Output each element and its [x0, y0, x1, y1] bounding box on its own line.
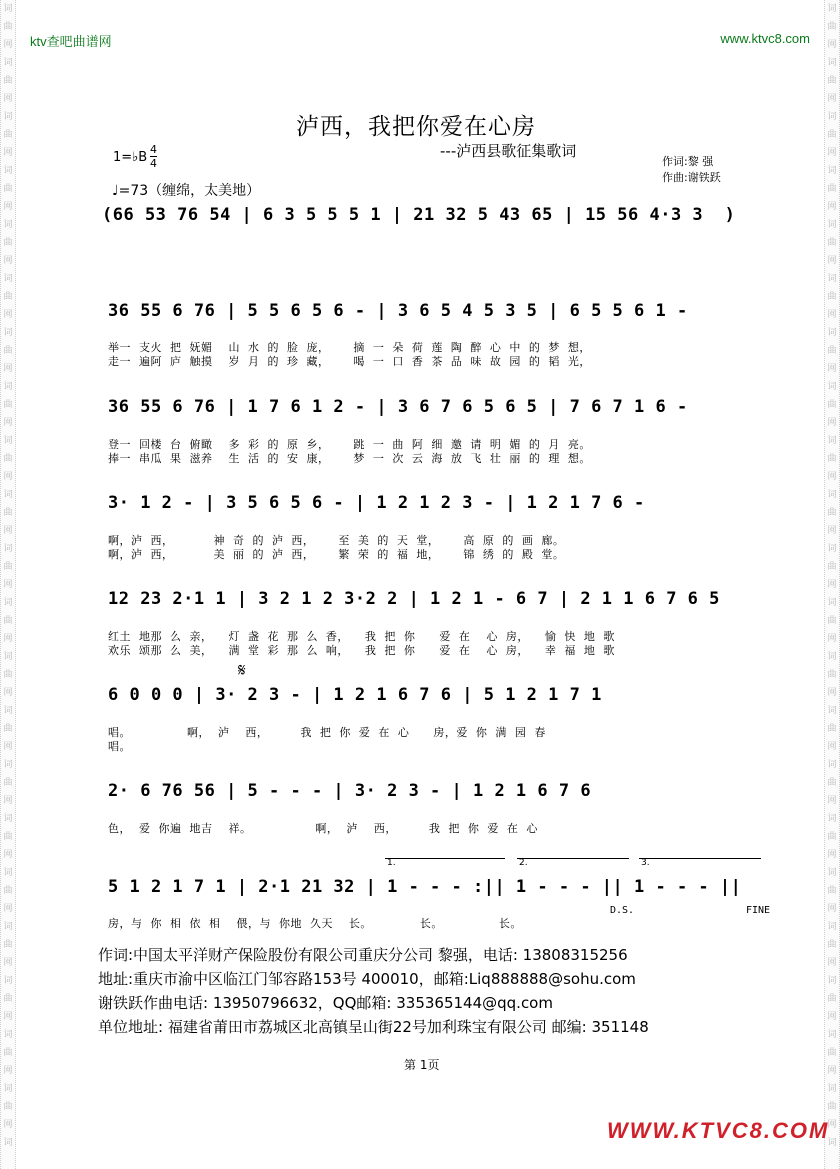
- watermark-char: 词: [827, 382, 837, 392]
- left-watermark-strip: [0, 0, 16, 1169]
- watermark-char: 词: [827, 274, 837, 284]
- watermark-char: 曲: [3, 940, 13, 950]
- watermark-char: 曲: [827, 562, 837, 572]
- score-row-5-lyrics-2: 欢乐 颂那 么 美， 满 堂 彩 那 么 响， 我 把 你 爱 在 心 房， 幸 福 地 歌: [108, 644, 615, 657]
- watermark-char: 词: [3, 814, 13, 824]
- ending-bracket-1: [385, 858, 505, 859]
- ds-mark: D.S.: [610, 905, 635, 916]
- watermark-char: 网: [3, 1066, 13, 1076]
- score-row-4-lyrics-1: 啊，泸 西， 神 奇 的 泸 西， 至 美 的 天 堂， 高 原 的 画 廊。: [108, 534, 565, 547]
- watermark-char: 曲: [3, 76, 13, 86]
- watermark-char: 词: [827, 328, 837, 338]
- score-row-3-notes: 36 55 6 76 | 1 7 6 1 2 - | 3 6 7 6 5 6 5 | 7 6 7 1 6 -: [108, 397, 688, 417]
- watermark-char: 词: [827, 652, 837, 662]
- watermark-char: 词: [3, 166, 13, 176]
- watermark-char: 网: [3, 202, 13, 212]
- watermark-char: 曲: [827, 184, 837, 194]
- score-row-6-notes: 6 0 0 0 | 3· 2 3 - | 1 2 1 6 7 6 | 5 1 2 1 7 1: [108, 685, 602, 705]
- watermark-char: 网: [3, 958, 13, 968]
- watermark-char: 词: [3, 868, 13, 878]
- watermark-char: 曲: [3, 238, 13, 248]
- ending-label-3: 3.: [641, 858, 650, 868]
- watermark-char: 曲: [827, 994, 837, 1004]
- key-signature: 1=♭B: [113, 150, 148, 165]
- watermark-char: 曲: [3, 1048, 13, 1058]
- contact-line-3: 谢铁跃作曲电话: 13950796632，QQ邮箱: 335365144@qq.com: [98, 994, 553, 1012]
- score-row-8-notes: 5 1 2 1 7 1 | 2·1 21 32 | 1 - - - :|| 1 - - - || 1 - - - ||: [108, 877, 742, 897]
- watermark-char: 网: [3, 256, 13, 266]
- watermark-char: 词: [3, 4, 13, 14]
- watermark-char: 曲: [3, 778, 13, 788]
- watermark-char: 网: [827, 688, 837, 698]
- ending-label-1: 1.: [387, 858, 396, 868]
- watermark-char: 曲: [827, 616, 837, 626]
- score-row-5-lyrics-1: 红土 地那 么 亲， 灯 盏 花 那 么 香， 我 把 你 爱 在 心 房， 愉 快 地 歌: [108, 630, 615, 643]
- watermark-char: 词: [827, 490, 837, 500]
- left-site-link[interactable]: ktv查吧曲谱网: [30, 34, 112, 49]
- watermark-char: 曲: [827, 130, 837, 140]
- watermark-char: 网: [3, 526, 13, 536]
- watermark-char: 曲: [3, 400, 13, 410]
- watermark-char: 曲: [827, 400, 837, 410]
- watermark-char: 曲: [3, 886, 13, 896]
- watermark-char: 曲: [827, 886, 837, 896]
- watermark-char: 网: [3, 148, 13, 158]
- watermark-char: 曲: [3, 346, 13, 356]
- right-site-link[interactable]: www.ktvc8.com: [720, 31, 810, 46]
- score-row-7-notes: 2· 6 76 56 | 5 - - - | 3· 2 3 - | 1 2 1 6 7 6: [108, 781, 592, 801]
- score-row-5-notes: 12 23 2·1 1 | 3 2 1 2 3·2 2 | 1 2 1 - 6 7 | 2 1 1 6 7 6 5: [108, 589, 720, 609]
- contact-line-1: 作词:中国太平洋财产保险股份有限公司重庆分公司 黎强，电话: 13808315256: [98, 946, 628, 964]
- watermark-char: 曲: [827, 292, 837, 302]
- watermark-char: 曲: [3, 616, 13, 626]
- score-row-6-lyrics-1: 唱。 啊， 泸 西， 我 把 你 爱 在 心 房，爱 你 满 园 春: [108, 726, 546, 739]
- watermark-char: 网: [827, 148, 837, 158]
- watermark-char: 曲: [3, 292, 13, 302]
- watermark-char: 词: [3, 1084, 13, 1094]
- watermark-char: 网: [827, 796, 837, 806]
- watermark-char: 网: [3, 850, 13, 860]
- watermark-char: 曲: [827, 778, 837, 788]
- watermark-char: 网: [3, 40, 13, 50]
- watermark-char: 词: [827, 4, 837, 14]
- page-number: 第 1页: [404, 1058, 440, 1072]
- watermark-char: 网: [827, 1066, 837, 1076]
- watermark-char: 网: [3, 472, 13, 482]
- watermark-char: 网: [3, 364, 13, 374]
- watermark-char: 曲: [827, 238, 837, 248]
- watermark-char: 词: [827, 220, 837, 230]
- watermark-char: 词: [827, 598, 837, 608]
- watermark-char: 网: [827, 202, 837, 212]
- watermark-char: 词: [827, 760, 837, 770]
- score-row-3-lyrics-2: 捧一 串瓜 果 滋养 生 活 的 安 康， 梦 一 次 云 海 放 飞 壮 丽 的 理 想。: [108, 452, 591, 465]
- watermark-char: 网: [827, 958, 837, 968]
- watermark-char: 曲: [827, 1102, 837, 1112]
- watermark-char: 词: [3, 652, 13, 662]
- fine-mark: FINE: [746, 905, 771, 916]
- watermark-char: 词: [3, 328, 13, 338]
- watermark-char: 网: [827, 1120, 837, 1130]
- watermark-char: 曲: [3, 670, 13, 680]
- watermark-char: 曲: [3, 184, 13, 194]
- watermark-char: 网: [3, 310, 13, 320]
- score-row-6-lyrics-2: 唱。: [108, 740, 131, 753]
- watermark-char: 曲: [3, 22, 13, 32]
- watermark-char: 曲: [827, 76, 837, 86]
- score-row-2-lyrics-1: 举一 支火 把 妩媚 山 水 的 脸 庞， 摘 一 朵 荷 莲 陶 醉 心 中 的 梦 想，: [108, 341, 591, 354]
- watermark-char: 曲: [3, 832, 13, 842]
- watermark-char: 网: [827, 742, 837, 752]
- score-row-4-notes: 3· 1 2 - | 3 5 6 5 6 - | 1 2 1 2 3 - | 1 2 1 7 6 -: [108, 493, 645, 513]
- score-row-4-lyrics-2: 啊，泸 西， 美 丽 的 泸 西， 繁 荣 的 福 地， 锦 绣 的 殿 堂。: [108, 548, 565, 561]
- watermark-char: 词: [3, 220, 13, 230]
- watermark-char: 网: [827, 364, 837, 374]
- score-row-2-notes: 36 55 6 76 | 5 5 6 5 6 - | 3 6 5 4 5 3 5 | 6 5 5 6 1 -: [108, 301, 688, 321]
- watermark-char: 曲: [827, 1048, 837, 1058]
- watermark-char: 网: [3, 904, 13, 914]
- watermark-char: 网: [3, 796, 13, 806]
- score-row-7-lyrics-1: 色， 爱 你遍 地吉 祥。 啊， 泸 西， 我 把 你 爱 在 心: [108, 822, 538, 835]
- watermark-char: 词: [3, 544, 13, 554]
- watermark-char: 网: [827, 418, 837, 428]
- watermark-char: 曲: [3, 454, 13, 464]
- song-subtitle: ---泸西县歌征集歌词: [440, 142, 577, 160]
- watermark-char: 词: [827, 1030, 837, 1040]
- watermark-char: 网: [3, 580, 13, 590]
- watermark-char: 词: [3, 436, 13, 446]
- right-watermark-strip: [824, 0, 840, 1169]
- watermark-char: 词: [827, 166, 837, 176]
- watermark-char: 曲: [827, 22, 837, 32]
- watermark-char: 曲: [827, 346, 837, 356]
- time-signature: 4 4: [150, 143, 157, 170]
- watermark-char: 网: [827, 580, 837, 590]
- composer: 作曲:谢铁跃: [662, 171, 721, 184]
- contact-line-4: 单位地址: 福建省莆田市荔城区北高镇呈山街22号加利珠宝有限公司 邮编: 351148: [98, 1018, 649, 1036]
- watermark-char: 网: [827, 1012, 837, 1022]
- watermark-char: 词: [827, 868, 837, 878]
- watermark-char: 曲: [3, 562, 13, 572]
- watermark-char: 词: [3, 112, 13, 122]
- score-row-3-lyrics-1: 登一 回楼 台 俯瞰 多 彩 的 原 乡， 跳 一 曲 阿 细 邀 请 明 媚 的 月 亮。: [108, 438, 591, 451]
- watermark-char: 曲: [3, 130, 13, 140]
- watermark-char: 网: [3, 742, 13, 752]
- watermark-char: 网: [827, 526, 837, 536]
- watermark-char: 词: [3, 274, 13, 284]
- watermark-char: 词: [827, 1138, 837, 1148]
- watermark-char: 曲: [3, 724, 13, 734]
- watermark-char: 网: [827, 94, 837, 104]
- tempo-marking: ♩=73（缠绵，太美地）: [112, 183, 261, 199]
- score-row-2-lyrics-2: 走一 遍阿 庐 触摸 岁 月 的 珍 藏， 喝 一 口 香 茶 品 味 故 园 的 韬 光，: [108, 355, 591, 368]
- watermark-char: 词: [827, 58, 837, 68]
- watermark-char: 网: [827, 850, 837, 860]
- watermark-char: 词: [3, 58, 13, 68]
- watermark-char: 词: [827, 436, 837, 446]
- watermark-char: 网: [3, 1120, 13, 1130]
- watermark-char: 曲: [827, 454, 837, 464]
- watermark-char: 词: [3, 1030, 13, 1040]
- watermark-char: 网: [3, 634, 13, 644]
- watermark-char: 词: [827, 976, 837, 986]
- ending-label-2: 2.: [519, 858, 528, 868]
- watermark-char: 网: [3, 1012, 13, 1022]
- watermark-char: 词: [3, 706, 13, 716]
- watermark-char: 词: [827, 814, 837, 824]
- watermark-char: 网: [827, 904, 837, 914]
- watermark-char: 词: [827, 922, 837, 932]
- ending-bracket-3: [639, 858, 761, 859]
- song-title: 泸西，我把你爱在心房: [296, 114, 536, 140]
- watermark-char: 词: [3, 490, 13, 500]
- segno-icon: 𝄋: [238, 660, 246, 681]
- watermark-char: 词: [3, 976, 13, 986]
- watermark-char: 网: [3, 688, 13, 698]
- watermark-char: 词: [3, 598, 13, 608]
- watermark-char: 曲: [3, 994, 13, 1004]
- watermark-char: 曲: [827, 724, 837, 734]
- watermark-char: 网: [827, 634, 837, 644]
- watermark-char: 词: [3, 1138, 13, 1148]
- watermark-char: 网: [827, 40, 837, 50]
- watermark-char: 词: [827, 544, 837, 554]
- watermark-char: 词: [3, 760, 13, 770]
- score-row-1-notes: (66 53 76 54 | 6 3 5 5 5 1 | 21 32 5 43 65 | 15 56 4·3 3 ): [102, 205, 736, 225]
- watermark-char: 网: [827, 256, 837, 266]
- watermark-char: 词: [3, 922, 13, 932]
- watermark-char: 词: [827, 112, 837, 122]
- watermark-char: 曲: [3, 1102, 13, 1112]
- watermark-char: 网: [3, 94, 13, 104]
- watermark-char: 词: [827, 706, 837, 716]
- lyricist: 作词:黎 强: [662, 155, 714, 168]
- watermark-char: 词: [827, 1084, 837, 1094]
- watermark-char: 曲: [827, 508, 837, 518]
- footer-logo[interactable]: WWW.KTVC8.COM: [607, 1118, 830, 1143]
- watermark-char: 曲: [827, 940, 837, 950]
- ending-bracket-2: [517, 858, 629, 859]
- watermark-char: 词: [3, 382, 13, 392]
- watermark-char: 曲: [827, 832, 837, 842]
- score-row-8-lyrics-1: 房，与 你 相 依 相 偎，与 你地 久天 长。 长。 长。: [108, 917, 522, 930]
- contact-line-2: 地址:重庆市渝中区临江门邹容路153号 400010，邮箱:Liq888888@sohu.com: [98, 970, 636, 988]
- watermark-char: 曲: [827, 670, 837, 680]
- watermark-char: 网: [3, 418, 13, 428]
- watermark-char: 网: [827, 472, 837, 482]
- watermark-char: 曲: [3, 508, 13, 518]
- watermark-char: 网: [827, 310, 837, 320]
